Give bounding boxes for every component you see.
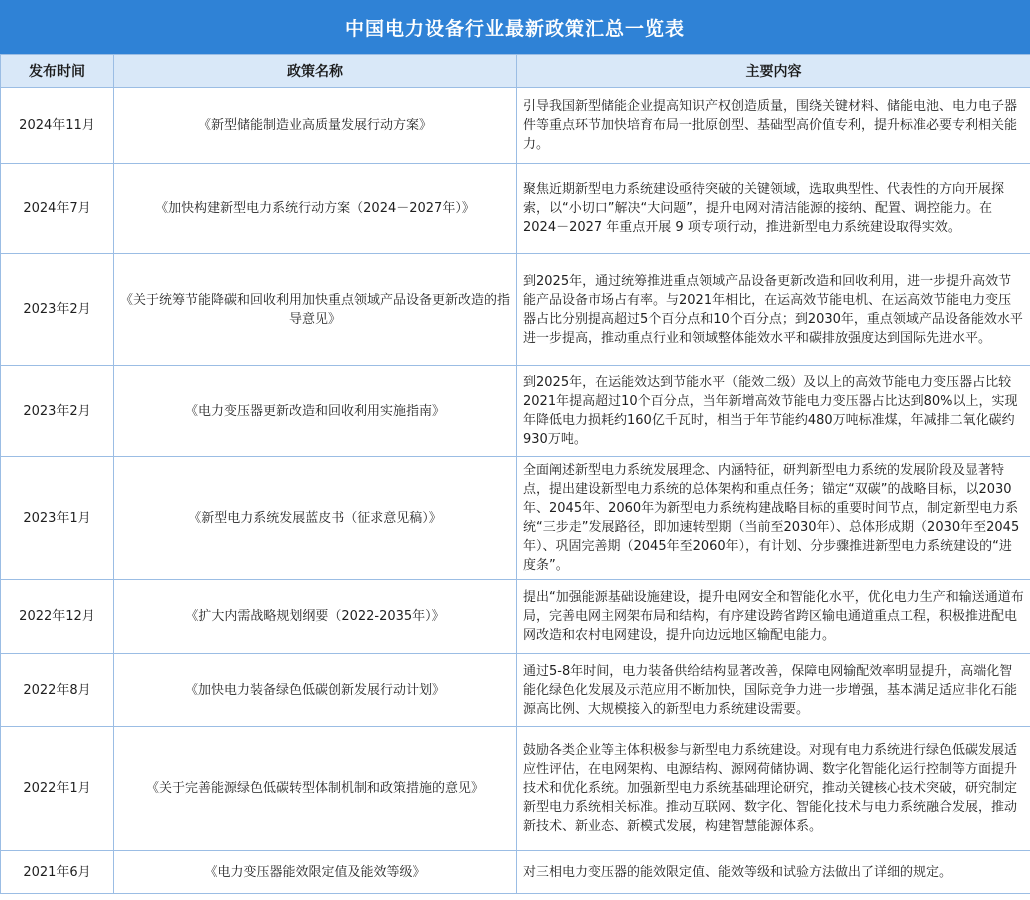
table-row xyxy=(1,366,1030,457)
policy-table xyxy=(0,54,1030,894)
row-date: 2021年6月 xyxy=(1,851,114,894)
row-content: 聚焦近期新型电力系统建设亟待突破的关键领域，选取典型性、代表性的方向开展探索，以“小切口”解决“大问题”，提升电网对清洁能源的接纳、配置、调控能力。在2024－2027 年重点开展 9 项专项行动，推进新型电力系统建设取得实效。 xyxy=(517,164,1030,254)
row-content: 通过5-8年时间，电力装备供给结构显著改善，保障电网输配效率明显提升，高端化智能化绿色化发展及示范应用不断加快，国际竞争力进一步增强，基本满足适应非化石能源高比例、大规模接入的新型电力系统建设需要。 xyxy=(517,654,1030,727)
row-date: 2024年11月 xyxy=(1,88,114,164)
row-policy-name: 《扩大内需战略规划纲要（2022-2035年）》 xyxy=(114,580,517,654)
table-row xyxy=(1,88,1030,164)
header-content: 主要内容 xyxy=(517,55,1030,88)
header-date: 发布时间 xyxy=(1,55,114,88)
row-policy-name: 《加快电力装备绿色低碳创新发展行动计划》 xyxy=(114,654,517,727)
row-content: 提出“加强能源基础设施建设，提升电网安全和智能化水平，优化电力生产和输送通道布局，完善电网主网架布局和结构，有序建设跨省跨区输电通道重点工程，积极推进配电网改造和农村电网建设，提升向边远地区输配电能力。 xyxy=(517,580,1030,654)
row-policy-name: 《新型电力系统发展蓝皮书（征求意见稿）》 xyxy=(114,457,517,580)
row-policy-name: 《新型储能制造业高质量发展行动方案》 xyxy=(114,88,517,164)
row-date: 2023年2月 xyxy=(1,366,114,457)
table-row xyxy=(1,254,1030,366)
table-row xyxy=(1,164,1030,254)
row-content: 全面阐述新型电力系统发展理念、内涵特征，研判新型电力系统的发展阶段及显著特点，提出建设新型电力系统的总体架构和重点任务；锚定“双碳”的战略目标，以2030年、2045年、2060年为新型电力系统构建战略目标的重要时间节点，制定新型电力系统“三步走”发展路径，即加速转型期（当前至2030年）、总体形成期（2030年至2045年）、巩固完善期（2045年至2060年），有计划、分步骤推进新型电力系统建设的“进度条”。 xyxy=(517,457,1030,580)
row-policy-name: 《关于完善能源绿色低碳转型体制机制和政策措施的意见》 xyxy=(114,727,517,851)
table-row xyxy=(1,851,1030,894)
row-content: 鼓励各类企业等主体积极参与新型电力系统建设。对现有电力系统进行绿色低碳发展适应性评估，在电网架构、电源结构、源网荷储协调、数字化智能化运行控制等方面提升技术和优化系统。加强新型电力系统基础理论研究，推动关键核心技术突破，研究制定新型电力系统相关标准。推动互联网、数字化、智能化技术与电力系统融合发展，推动新技术、新业态、新模式发展，构建智慧能源体系。 xyxy=(517,727,1030,851)
table-row xyxy=(1,457,1030,580)
table-row xyxy=(1,727,1030,851)
row-content: 引导我国新型储能企业提高知识产权创造质量，围绕关键材料、储能电池、电力电子器件等重点环节加快培育布局一批原创型、基础型高价值专利，提升标准必要专利相关能力。 xyxy=(517,88,1030,164)
row-policy-name: 《加快构建新型电力系统行动方案（2024－2027年）》 xyxy=(114,164,517,254)
row-content: 到2025年，通过统筹推进重点领域产品设备更新改造和回收利用，进一步提升高效节能产品设备市场占有率。与2021年相比，在运高效节能电机、在运高效节能电力变压器占比分别提高超过5个百分点和10个百分点；到2030年，重点领域产品设备能效水平进一步提高，推动重点行业和领域整体能效水平和碳排放强度达到国际先进水平。 xyxy=(517,254,1030,366)
row-content: 对三相电力变压器的能效限定值、能效等级和试验方法做出了详细的规定。 xyxy=(517,851,1030,894)
table-row xyxy=(1,654,1030,727)
table-row xyxy=(1,580,1030,654)
header-row xyxy=(1,55,1030,88)
header-name: 政策名称 xyxy=(114,55,517,88)
row-date: 2023年2月 xyxy=(1,254,114,366)
row-policy-name: 《电力变压器更新改造和回收利用实施指南》 xyxy=(114,366,517,457)
row-policy-name: 《关于统筹节能降碳和回收利用加快重点领域产品设备更新改造的指导意见》 xyxy=(114,254,517,366)
row-date: 2023年1月 xyxy=(1,457,114,580)
row-policy-name: 《电力变压器能效限定值及能效等级》 xyxy=(114,851,517,894)
row-date: 2022年8月 xyxy=(1,654,114,727)
row-date: 2022年12月 xyxy=(1,580,114,654)
row-content: 到2025年，在运能效达到节能水平（能效二级）及以上的高效节能电力变压器占比较2021年提高超过10个百分点，当年新增高效节能电力变压器占比达到80%以上，实现年降低电力损耗约160亿千瓦时，相当于年节能约480万吨标准煤，年减排二氧化碳约930万吨。 xyxy=(517,366,1030,457)
row-date: 2024年7月 xyxy=(1,164,114,254)
table-title: 中国电力设备行业最新政策汇总一览表 xyxy=(0,0,1030,54)
row-date: 2022年1月 xyxy=(1,727,114,851)
